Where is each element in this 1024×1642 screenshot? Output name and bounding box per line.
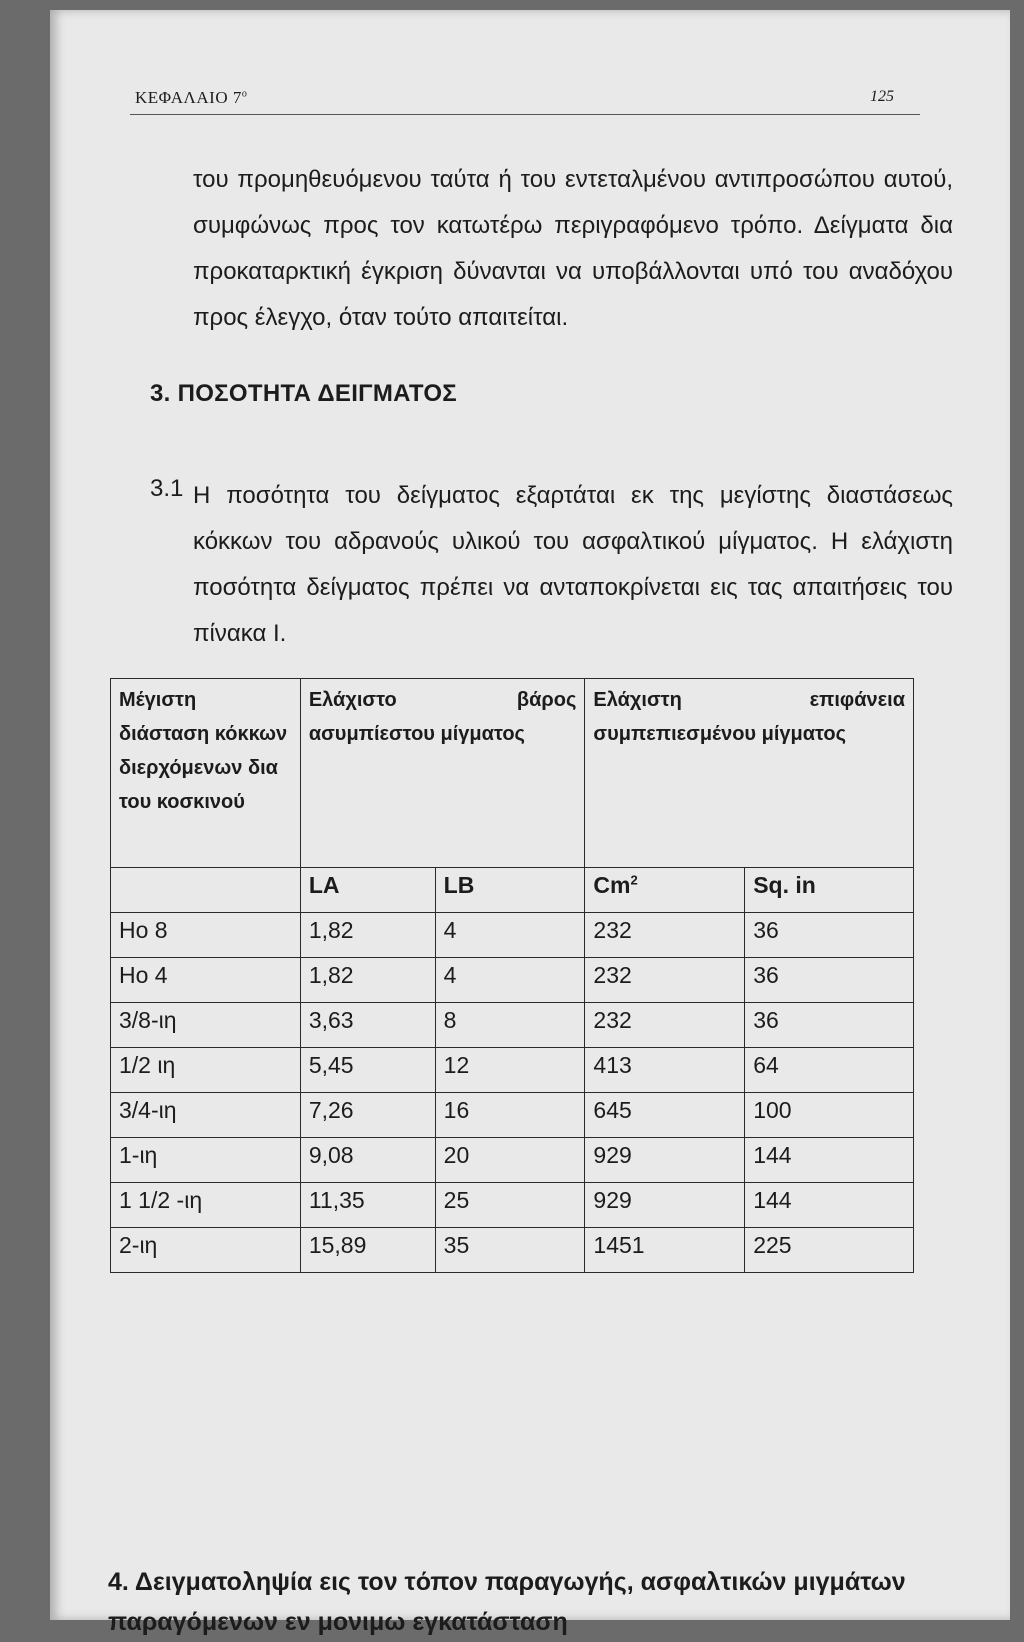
- unit-lb: LB: [435, 868, 585, 913]
- header-min-area: Ελάχιστη επιφάνεια συμπεπιεσμένου μίγματος: [585, 679, 914, 868]
- cell-lb: 4: [435, 958, 585, 1003]
- header-max-size: Μέγιστη διάσταση κόκκων διερχόμενων δια του κοσκινού: [111, 679, 301, 868]
- cell-la: 1,82: [300, 958, 435, 1003]
- table-row: [111, 958, 914, 1003]
- cell-la: 1,82: [300, 913, 435, 958]
- page-number: 125: [870, 88, 894, 105]
- cell-size: 1/2 ιη: [111, 1048, 301, 1093]
- cell-la: 11,35: [300, 1183, 435, 1228]
- cell-sqin: 225: [745, 1228, 914, 1273]
- table-row: [111, 1138, 914, 1183]
- header-rule: [130, 114, 920, 115]
- cell-size: 1-ιη: [111, 1138, 301, 1183]
- table-row: [111, 913, 914, 958]
- cell-la: 7,26: [300, 1093, 435, 1138]
- cell-lb: 12: [435, 1048, 585, 1093]
- cell-cm2: 232: [585, 913, 745, 958]
- item-text: Η ποσότητα του δείγματος εξαρτάται εκ της μεγίστης διαστάσεως κόκκων του αδρανούς υλικού του ασφαλτικού μίγματος. Η ελάχιστη ποσότητα δείγματος πρέπει να ανταποκρίνεται εις τας απαιτήσεις του πίνακα Ι.: [193, 482, 953, 647]
- sample-quantity-table: [110, 678, 914, 1273]
- cell-la: 15,89: [300, 1228, 435, 1273]
- table-units-row: [111, 868, 914, 913]
- paragraph-intro: του προμηθευόμενου ταύτα ή του εντεταλμένου αντιπροσώπου αυτού, συμφώνως προς τον κατωτέρω περιγραφόμενο τρόπο. Δείγματα δια προκαταρκτική έγκριση δύνανται να υποβάλλονται υπό του αναδόχου προς έλεγχο, όταν τούτο απαιτείται.: [193, 166, 953, 331]
- table-row: [111, 1048, 914, 1093]
- table-row: [111, 1183, 914, 1228]
- cell-la: 9,08: [300, 1138, 435, 1183]
- cell-sqin: 36: [745, 1003, 914, 1048]
- cell-sqin: 64: [745, 1048, 914, 1093]
- cell-lb: 4: [435, 913, 585, 958]
- cell-sqin: 144: [745, 1183, 914, 1228]
- cell-sqin: 36: [745, 958, 914, 1003]
- cell-size: 3/8-ιη: [111, 1003, 301, 1048]
- section-3-heading: 3. ΠΟΣΟΤΗΤΑ ΔΕΙΓΜΑΤΟΣ: [150, 380, 458, 407]
- cell-lb: 20: [435, 1138, 585, 1183]
- cell-cm2: 232: [585, 1003, 745, 1048]
- cell-size: 2-ιη: [111, 1228, 301, 1273]
- table-header-row: [111, 679, 914, 868]
- cell-sqin: 144: [745, 1138, 914, 1183]
- cell-sqin: 36: [745, 913, 914, 958]
- chapter-heading: ΚΕΦΑΛΑΙΟ $7^o$: [135, 88, 248, 107]
- table-row: [111, 1228, 914, 1273]
- unit-la: LA: [300, 868, 435, 913]
- units-empty: [111, 868, 301, 913]
- item-number: 3.1: [150, 475, 184, 502]
- section-4-heading: 4. Δειγματοληψία εις τον τόπον παραγωγής, ασφαλτικών μιγμάτων παραγόμενων εν μονιμω εγκατάσταση: [108, 1568, 906, 1636]
- unit-cm2: Cm$^2$: [585, 868, 745, 913]
- cell-size: 3/4-ιη: [111, 1093, 301, 1138]
- cell-cm2: 413: [585, 1048, 745, 1093]
- cell-cm2: 929: [585, 1138, 745, 1183]
- cell-lb: 35: [435, 1228, 585, 1273]
- cell-la: 3,63: [300, 1003, 435, 1048]
- unit-sqin: Sq. in: [745, 868, 914, 913]
- cell-size: Ho 4: [111, 958, 301, 1003]
- cell-cm2: 929: [585, 1183, 745, 1228]
- cell-size: Ho 8: [111, 913, 301, 958]
- cell-cm2: 645: [585, 1093, 745, 1138]
- cell-cm2: 232: [585, 958, 745, 1003]
- cell-cm2: 1451: [585, 1228, 745, 1273]
- cell-size: 1 1/2 -ιη: [111, 1183, 301, 1228]
- document-page: [50, 10, 1010, 1636]
- cell-la: 5,45: [300, 1048, 435, 1093]
- cell-sqin: 100: [745, 1093, 914, 1138]
- header-min-weight: Ελάχιστο βάρος ασυμπίεστου μίγματος: [300, 679, 585, 868]
- cell-lb: 25: [435, 1183, 585, 1228]
- table-row: [111, 1003, 914, 1048]
- table-row: [111, 1093, 914, 1138]
- cell-lb: 8: [435, 1003, 585, 1048]
- cell-lb: 16: [435, 1093, 585, 1138]
